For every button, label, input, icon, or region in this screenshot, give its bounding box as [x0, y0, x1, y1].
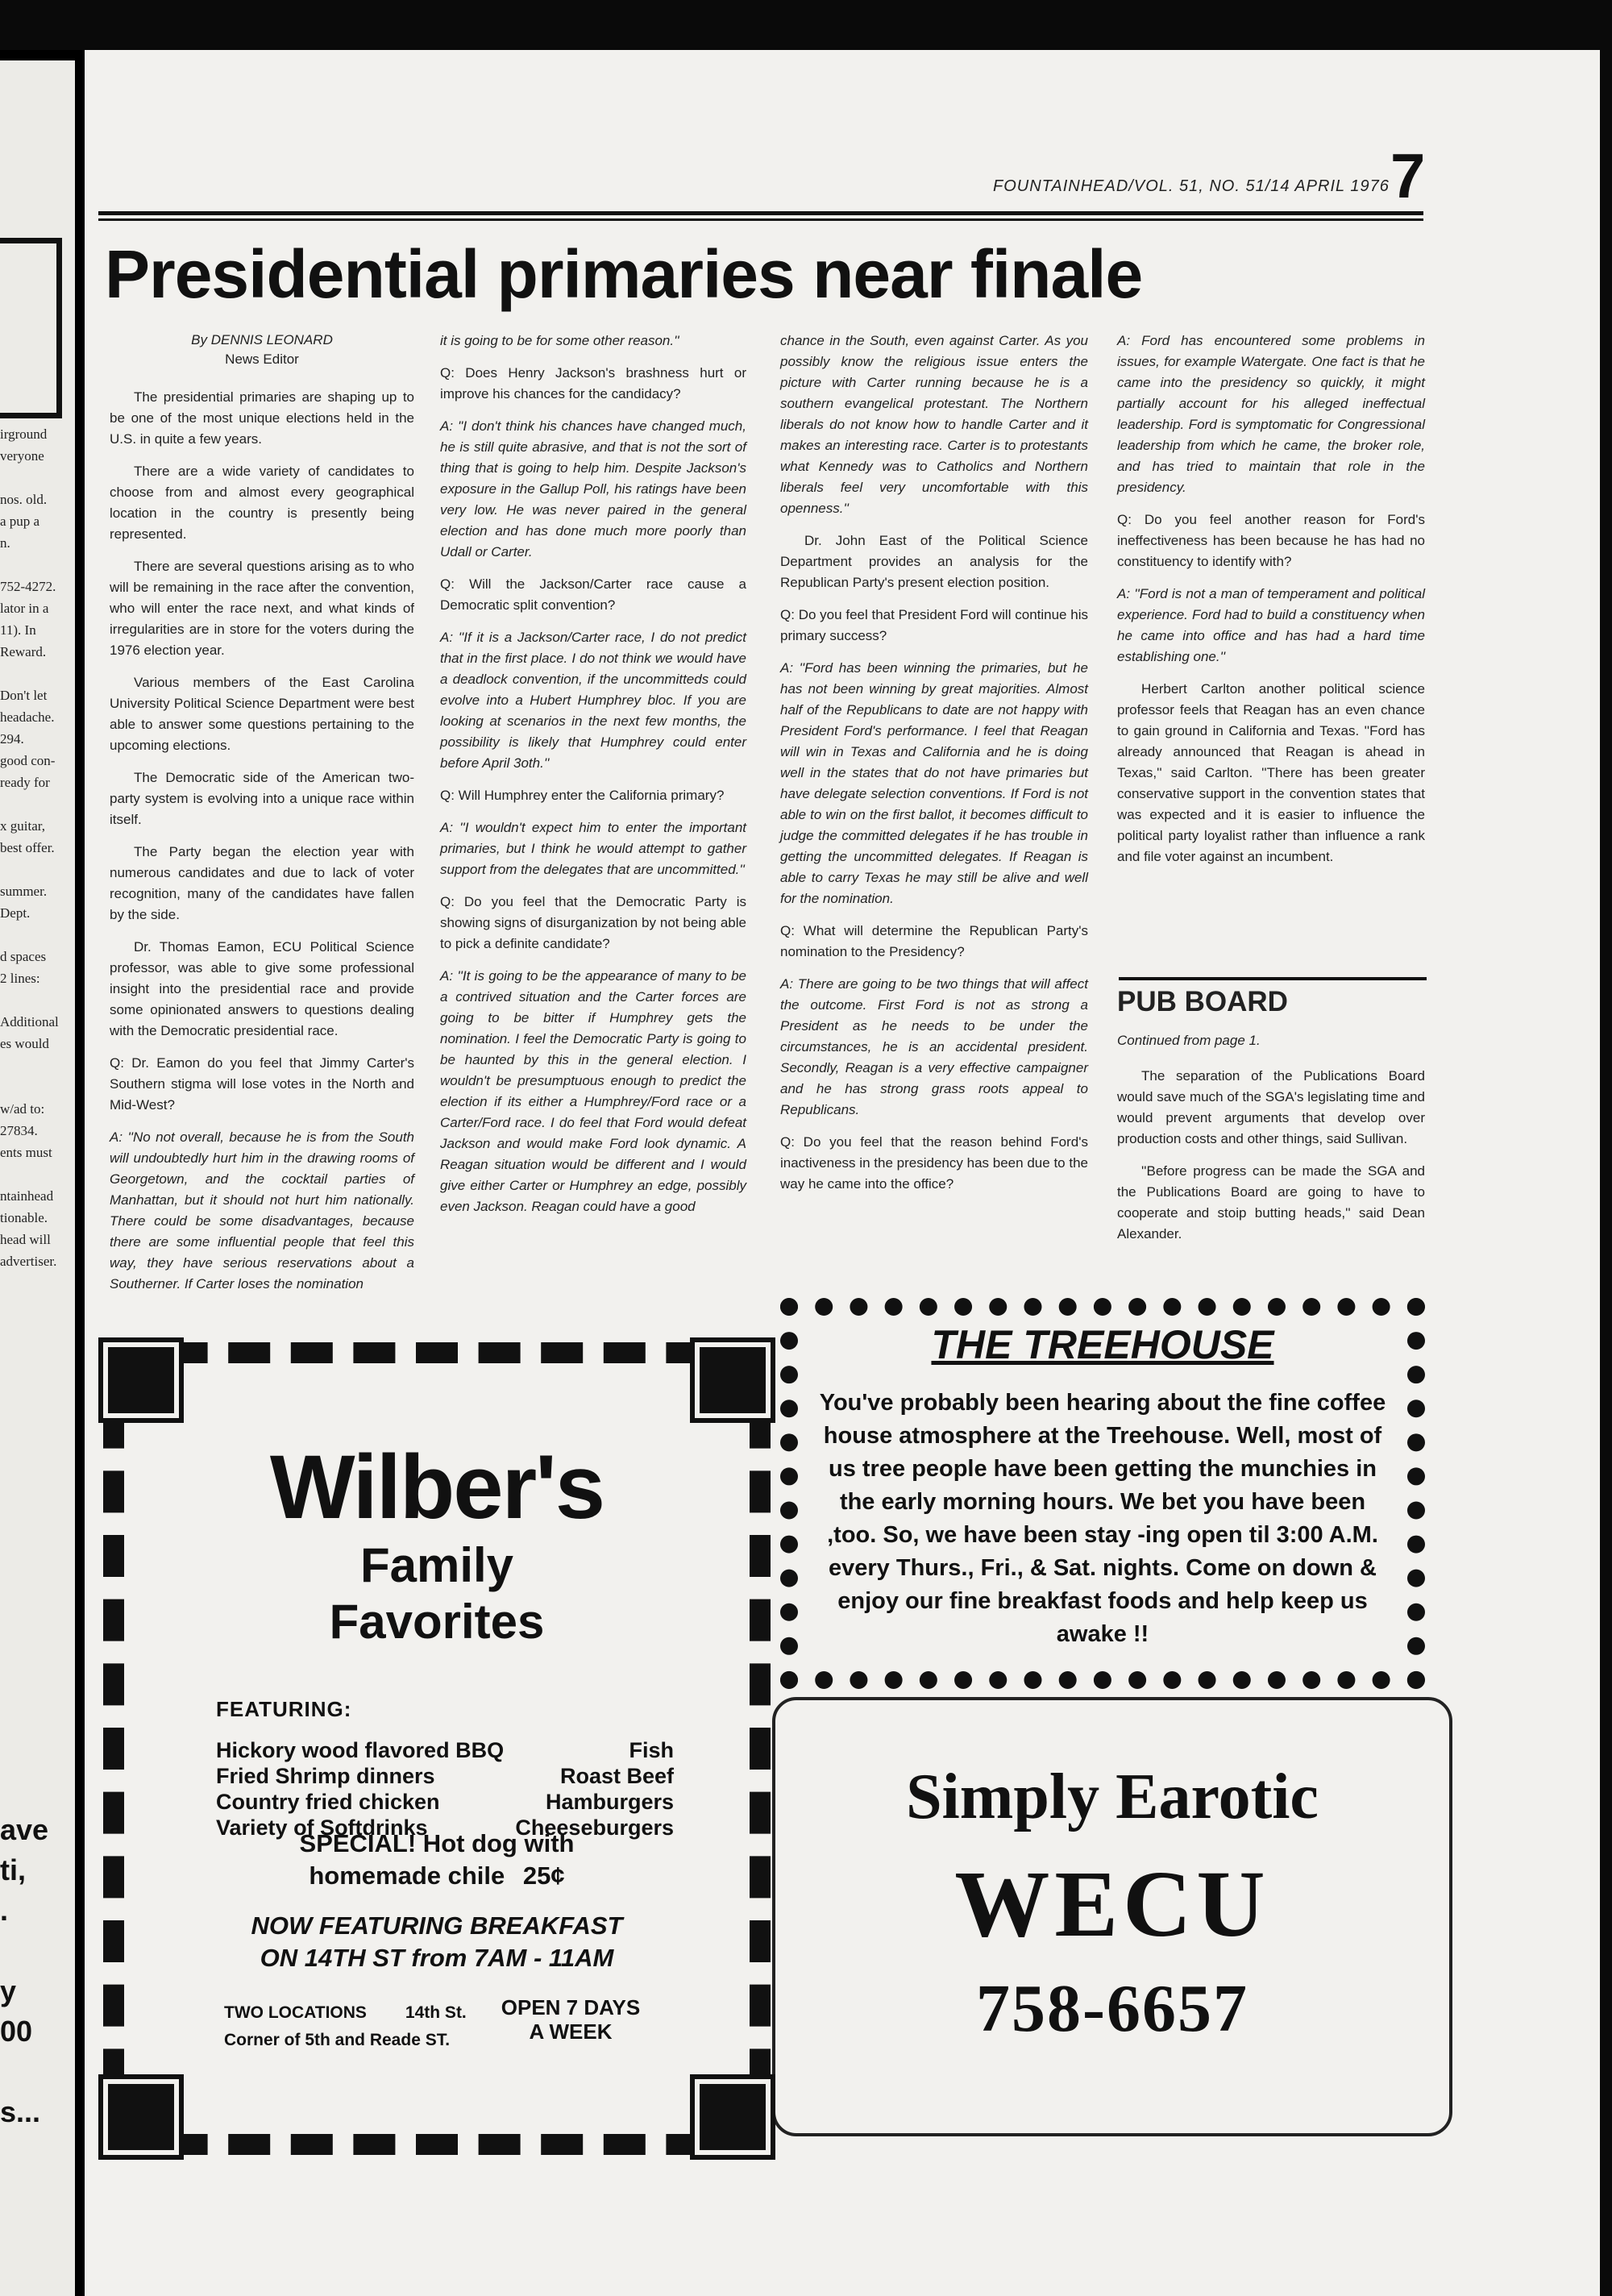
answer: A: ''If it is a Jackson/Carter race, I do not predict that in the first place. I do not think we would have a deadlock convention, if the uncommitteds could evolve into a Hubert Humphrey bloc. If you are looking at scenarios in the next few months, the possibility is likely that Humphrey could enter before April 3oth.'': [440, 630, 746, 771]
ad-wilbers: [103, 1342, 771, 2155]
menu-item: Cheeseburgers: [515, 1816, 674, 1840]
column-1-body: [110, 387, 414, 1295]
answer: A: There are going to be two things that will affect the outcome. First Ford is not as strong a President as he needs to be under the circumstances, he is an accidental president. Secondly, Reagan is a very effective campaigner and he has strong grass roots appeal to Republicans.: [780, 976, 1088, 1117]
text-fragment: [0, 989, 59, 1011]
special-price: 25¢: [522, 1861, 565, 1890]
question: Q: Dr. Eamon do you feel that Jimmy Carter's Southern stigma will lose votes in the North and Mid-West?: [110, 1055, 414, 1113]
paragraph: Dr. John East of the Political Science Department provides an analysis for the Republican Party's present election position.: [780, 533, 1088, 590]
text-fragment: s...: [0, 2095, 41, 2128]
pubboard-body: [1117, 1066, 1425, 1245]
article-column-4: [1117, 331, 1425, 879]
question: Q: What will determine the Republican Party's nomination to the Presidency?: [780, 923, 1088, 959]
text-fragment: Additional: [0, 1014, 59, 1029]
text-fragment: [0, 1076, 59, 1098]
text-fragment: advertiser.: [0, 1254, 57, 1269]
paragraph: Dr. Thomas Eamon, ECU Political Science professor, was able to give some professional insight into the presidential race and provide some opinionated answers to questions dealing with the Democratic presidential race.: [110, 939, 414, 1038]
answer: A: ''I don't think his chances have changed much, he is still quite abrasive, and that is not the sort of thing that is going to help him. Despite Jackson's exposure in the Gallup Poll, his ratings have been very low. He was never paired in the general election and has done much more poorly than Udall or Carter.: [440, 418, 746, 559]
wilbers-menu-right: [515, 1737, 674, 1841]
question: Q: Do you feel that the Democratic Party is showing signs of disurganization by not being able to pick a definite candidate?: [440, 894, 746, 951]
text-fragment: y: [0, 1974, 17, 2007]
text-fragment: 752-4272.: [0, 579, 56, 594]
wilbers-subtitle-favorites: Favorites: [329, 1595, 545, 1649]
text-fragment: [0, 663, 59, 684]
text-fragment: lator in a: [0, 601, 49, 616]
scan-right-border: [1600, 0, 1612, 2296]
text-fragment: [0, 554, 59, 576]
text-fragment: w/ad to:: [0, 1101, 45, 1117]
paragraph: Herbert Carlton another political science professor feels that Reagan has an even chance to gain ground in California and Texas. ''Ford has already announced that Reagan is ahead in Texas,'' said Carlton. ''There has been greater conservative support in the convention states that was expected and it is easier to influence the political party loyalist rather than influence a rank and file voter against an incumbent.: [1117, 681, 1425, 864]
text-fragment: n.: [0, 535, 10, 551]
text-fragment: es would: [0, 1036, 49, 1051]
text-fragment: tionable.: [0, 1210, 48, 1225]
text-fragment: head will: [0, 1232, 51, 1247]
answer: A: Ford has encountered some problems in issues, for example Watergate. One fact is that he came into the presidency so quickly, it might partially account for his alleged ineffectual leadership. Ford is symptomatic for Congressional leadership from which he came, the broker role, and has tried to maintain that role in the presidency.: [1117, 333, 1425, 495]
previous-page-edge: [0, 60, 75, 2296]
text-fragment: 27834.: [0, 1123, 38, 1138]
question: Q: Will the Jackson/Carter race cause a Democratic split convention?: [440, 576, 746, 613]
answer: A: ''No not overall, because he is from the South will undoubtedly hurt him in the drawing rooms of Georgetown, and the cocktail parties of Manhattan, but it should not hurt him nationally. There could be some disadvantages, because there are some influential people that feel this way, they have serious reservations about a Southerner. If Carter loses the nomination: [110, 1129, 414, 1292]
text-fragment: Don't let: [0, 688, 48, 703]
wilbers-special-line2: [103, 1861, 771, 1891]
wilbers-title: Wilber's: [269, 1437, 604, 1537]
scan-top-border: [0, 0, 1612, 50]
pubboard-box: [1117, 985, 1425, 1256]
ad-wecu: [772, 1697, 1452, 2136]
location-2: Corner of 5th and Reade ST.: [224, 2031, 451, 2049]
text-fragment: [0, 924, 59, 946]
text-fragment: d spaces: [0, 949, 47, 964]
text-fragment: .: [0, 1894, 9, 1927]
wilbers-subtitle-family: Family: [359, 1538, 514, 1592]
text-fragment: [0, 467, 59, 489]
text-fragment: [0, 2052, 48, 2092]
pubboard-rule: [1119, 977, 1427, 980]
special-text: homemade chile: [309, 1861, 505, 1890]
paragraph: There are several questions arising as to who will be remaining in the race after the convention, who will enter the race next, and what kinds of irregularities are in store for the voters during the 1976 election year.: [110, 559, 414, 658]
paragraph: The Party began the election year with numerous candidates and due to lack of voter recognition, many of the candidates have fallen by the side.: [110, 844, 414, 922]
text-fragment: ready for: [0, 775, 50, 790]
column-4-body: [1117, 331, 1425, 867]
text-fragment: [0, 1054, 59, 1076]
byline: [110, 331, 414, 369]
header-rule-bottom: [98, 218, 1423, 221]
column-2-body: [440, 331, 746, 1217]
column-3-body: [780, 331, 1088, 1195]
prev-page-ad-frame: [0, 238, 62, 418]
text-fragment: 294.: [0, 731, 24, 747]
prev-page-classifieds: [0, 423, 59, 1272]
pubboard-title: PUB BOARD: [1117, 986, 1288, 1017]
corner-ornament-icon: [695, 2079, 771, 2155]
byline-author: By DENNIS LEONARD: [191, 332, 333, 347]
menu-item: Roast Beef: [559, 1764, 674, 1788]
question: Q: Will Humphrey enter the California primary?: [440, 788, 725, 803]
paragraph: ''Before progress can be made the SGA and the Publications Board are going to have to cooperate and stoip butting heads,'' said Dean Alexander.: [1117, 1163, 1425, 1242]
article-column-1: [110, 331, 414, 1306]
text-fragment: a pup a: [0, 514, 40, 529]
menu-item: Variety of Softdrinks: [216, 1816, 428, 1840]
wilbers-menu-left: [216, 1737, 504, 1841]
text-fragment: Reward.: [0, 644, 47, 659]
text-fragment: summer.: [0, 884, 48, 899]
wecu-tagline: Simply Earotic: [906, 1762, 1319, 1832]
text-fragment: ents must: [0, 1145, 52, 1160]
text-fragment: headache.: [0, 709, 55, 725]
running-head: FOUNTAINHEAD/VOL. 51, NO. 51/14 APRIL 1976: [993, 177, 1390, 195]
corner-ornament-icon: [103, 2079, 179, 2155]
text-fragment: [0, 1931, 48, 1971]
wilbers-breakfast-line1: NOW FEATURING BREAKFAST: [251, 1911, 623, 1940]
header-rule-top: [98, 211, 1423, 215]
text-fragment: x guitar,: [0, 818, 45, 834]
text-fragment: ti,: [0, 1853, 26, 1886]
wilbers-special-line1: SPECIAL! Hot dog with: [299, 1829, 575, 1857]
text-fragment: [0, 793, 59, 815]
wilbers-featuring: FEATURING:: [216, 1697, 352, 1721]
location-1: 14th St.: [405, 2003, 467, 2022]
text-fragment: irground: [0, 426, 48, 442]
text-fragment: best offer.: [0, 840, 55, 855]
text-fragment: veryone: [0, 448, 44, 464]
text-fragment: ntainhead: [0, 1188, 54, 1204]
paragraph: The separation of the Publications Board would save much of the SGA's legislating time and would prevent arguments that develop over production costs and other things, said Sullivan.: [1117, 1068, 1425, 1146]
article-column-2: [440, 331, 746, 1229]
open-line1: OPEN 7 DAYS: [501, 1995, 641, 2019]
answer: A: ''It is going to be the appearance of many to be a contrived situation and the Carter forces are going to be bitter if Humphrey gets the nomination. I feel the Democratic Party is going to be haunted by this in the general election. I wouldn't be presumptuous enough to predict the election if its either a Humphrey/Ford race or a Carter/Ford race. I do feel that Ford would defeat Jackson and would make Ford look dynamic. A Reagan situation would be different and I would give either Carter or Humphrey an edge, possibly even Jackson. Reagan could have a good: [440, 968, 746, 1214]
treehouse-title: THE TREEHOUSE: [931, 1322, 1274, 1367]
wecu-phone: 758-6657: [976, 1971, 1248, 2046]
question: Q: Do you feel another reason for Ford's ineffectiveness has been because he has had no constituency to identify with?: [1117, 512, 1425, 569]
text-fragment: [0, 1163, 59, 1185]
headline: Presidential primaries near finale: [105, 236, 1143, 312]
corner-ornament-icon: [103, 1342, 179, 1418]
wilbers-locations: [224, 1999, 467, 2054]
menu-item: Hickory wood flavored BBQ: [216, 1738, 505, 1762]
menu-item: Fried Shrimp dinners: [216, 1764, 435, 1788]
menu-item: Country fried chicken: [216, 1790, 440, 1814]
ad-treehouse: [780, 1298, 1425, 1689]
paragraph: it is going to be for some other reason.'': [440, 333, 679, 348]
question: Q: Does Henry Jackson's brashness hurt or improve his chances for the candidacy?: [440, 365, 746, 401]
text-fragment: 00: [0, 2015, 33, 2048]
byline-title: News Editor: [225, 351, 299, 367]
pubboard-continued: Continued from page 1.: [1117, 1033, 1261, 1048]
paragraph: There are a wide variety of candidates to choose from and almost every geographical location in the country is presently being represented.: [110, 464, 414, 542]
prev-page-ad-fragment: [0, 1810, 48, 2132]
wecu-station: WECU: [954, 1851, 1270, 1957]
wilbers-breakfast-line2: ON 14TH ST from 7AM - 11AM: [260, 1944, 614, 1972]
paragraph: The Democratic side of the American two-party system is evolving into a unique race within itself.: [110, 770, 414, 827]
wilbers-open: [490, 1995, 651, 2044]
text-fragment: 2 lines:: [0, 971, 40, 986]
page-number: 7: [1390, 140, 1426, 211]
paragraph: chance in the South, even against Carter. As you possibly know the religious issue enters the picture with Carter running because he is a southern evangelical protestant. The Northern liberals do not know how to handle Carter and it makes an interesting race. Carter is to protestants what Kennedy was to Catholics and Northern liberals feel very uncomfortable with this openness.'': [780, 333, 1088, 516]
corner-ornament-icon: [695, 1342, 771, 1418]
open-line2: A WEEK: [529, 2019, 613, 2044]
text-fragment: ave: [0, 1813, 49, 1846]
paragraph: Various members of the East Carolina University Political Science Department were best able to answer some questions pertaining to the upcoming elections.: [110, 675, 414, 753]
text-fragment: Dept.: [0, 905, 31, 921]
answer: A: ''Ford has been winning the primaries, but he has not been winning by great majorities. Almost half of the Republicans to date are not happy with President Ford's performance. I feel that Reagan will win in Texas and California and he is doing well in the states that do not have primaries but have delegate selection conventions. If Ford is not able to win on the first ballot, it becomes difficult to judge the committed delegates if he has trouble in getting the uncommitted delegates. If Reagan is able to carry Texas he may still be alive and well for the nomination.: [780, 660, 1088, 906]
menu-item: Fish: [629, 1738, 674, 1762]
question: Q: Do you feel that the reason behind Ford's inactiveness in the presidency has been due to the way he came into the office?: [780, 1134, 1088, 1192]
answer: A: ''Ford is not a man of temperament and political experience. Ford had to build a constituency when he came into office and has had a hard time establishing one.'': [1117, 586, 1425, 664]
text-fragment: good con-: [0, 753, 56, 768]
locations-label: TWO LOCATIONS: [224, 2003, 367, 2022]
question: Q: Do you feel that President Ford will continue his primary success?: [780, 607, 1088, 643]
treehouse-body: You've probably been hearing about the fine coffee house atmosphere at the Treehouse. Well, most of us tree people have been getting the munchies in the early morning hours. We bet you have been ,too. So, we have been stay -ing open til 3:00 A.M. every Thurs., Fri., & Sat. nights. Come on down & enjoy our fine breakfast foods and help keep us awake !!: [819, 1390, 1386, 1647]
paragraph: The presidential primaries are shaping up to be one of the most unique elections held in the U.S. in quite a few years.: [110, 389, 414, 447]
text-fragment: nos. old.: [0, 492, 48, 507]
menu-item: Hamburgers: [545, 1790, 674, 1814]
article-column-3: [780, 331, 1088, 1206]
answer: A: ''I wouldn't expect him to enter the important primaries, but I think he would attempt to gather support from the delegates that are uncommitted.'': [440, 820, 746, 877]
text-fragment: 11). In: [0, 622, 36, 638]
text-fragment: [0, 859, 59, 880]
